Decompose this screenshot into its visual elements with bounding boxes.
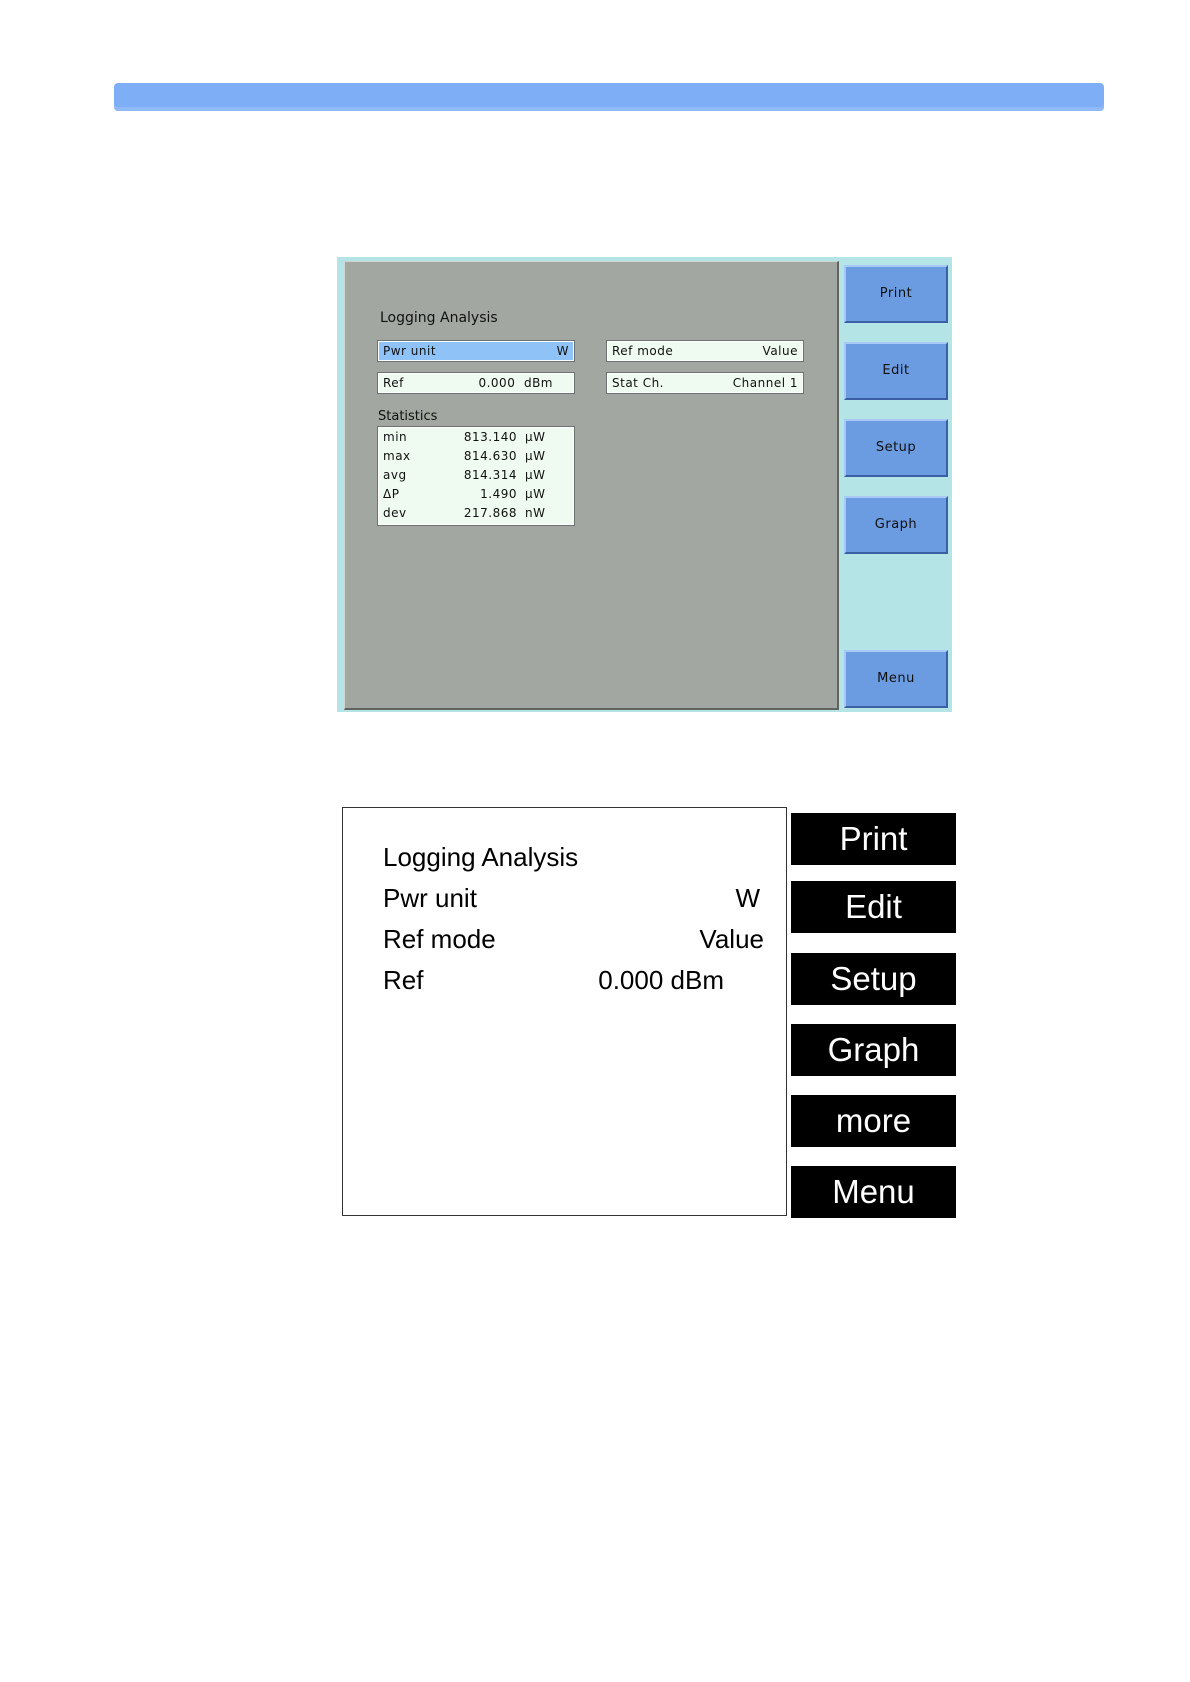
statistics-title: Statistics (378, 409, 438, 424)
stat-name: avg (383, 468, 407, 482)
ref-field[interactable] (378, 373, 574, 393)
menu-softkey[interactable]: Menu (844, 650, 948, 708)
stat-unit: µW (525, 430, 546, 444)
edit-softkey[interactable]: Edit (844, 342, 948, 400)
mono-ref-label: Ref (383, 965, 424, 995)
stat-unit: µW (525, 449, 546, 463)
ref-mode-value: Value (762, 344, 798, 358)
print-softkey[interactable]: Print (844, 265, 948, 323)
stat-value: 814.314 (463, 468, 517, 482)
stat-unit: nW (525, 506, 546, 520)
graph-softkey[interactable]: Graph (844, 496, 948, 554)
stat-row (379, 447, 573, 466)
mono-ref-mode-label: Ref mode (383, 924, 496, 954)
stat-name: ΔP (383, 487, 400, 501)
mono-menu-softkey[interactable]: Menu (791, 1166, 956, 1218)
mono-instrument-screen (342, 807, 787, 1216)
stat-name: max (383, 449, 411, 463)
ref-mode-label: Ref mode (612, 344, 674, 358)
mono-graph-softkey[interactable]: Graph (791, 1024, 956, 1076)
ref-value: 0.000 dBm (478, 376, 553, 390)
ref-label: Ref (383, 376, 404, 390)
color-instrument-screen (337, 257, 952, 712)
stat-channel-field[interactable] (607, 373, 803, 393)
pwr-unit-value: W (556, 344, 569, 358)
stat-value: 1.490 (480, 487, 517, 501)
statistics-table (378, 427, 574, 525)
display-area (344, 261, 839, 710)
stat-name: min (383, 430, 408, 444)
stat-unit: µW (525, 487, 546, 501)
setup-softkey[interactable]: Setup (844, 419, 948, 477)
mono-ref-value: 0.000 dBm (598, 965, 724, 995)
mono-pwr-unit-value: W (735, 883, 760, 913)
mono-pwr-unit-label: Pwr unit (383, 883, 477, 913)
stat-value: 813.140 (463, 430, 517, 444)
mono-print-softkey[interactable]: Print (791, 813, 956, 865)
pwr-unit-field[interactable] (378, 341, 574, 361)
stat-channel-label: Stat Ch. (612, 376, 664, 390)
stat-row (379, 504, 573, 523)
mono-screen-title: Logging Analysis (383, 842, 579, 872)
mono-more-softkey[interactable]: more (791, 1095, 956, 1147)
ref-mode-field[interactable] (607, 341, 803, 361)
mono-setup-softkey[interactable]: Setup (791, 953, 956, 1005)
stat-value: 217.868 (463, 506, 517, 520)
header-bar (114, 83, 1104, 111)
stat-row (379, 428, 573, 447)
stat-channel-value: Channel 1 (732, 376, 798, 390)
stat-row (379, 485, 573, 504)
screen-title: Logging Analysis (380, 310, 498, 326)
stat-value: 814.630 (463, 449, 517, 463)
stat-unit: µW (525, 468, 546, 482)
stat-row (379, 466, 573, 485)
stat-name: dev (383, 506, 407, 520)
mono-ref-mode-value: Value (699, 924, 764, 954)
pwr-unit-label: Pwr unit (383, 344, 437, 358)
mono-edit-softkey[interactable]: Edit (791, 881, 956, 933)
